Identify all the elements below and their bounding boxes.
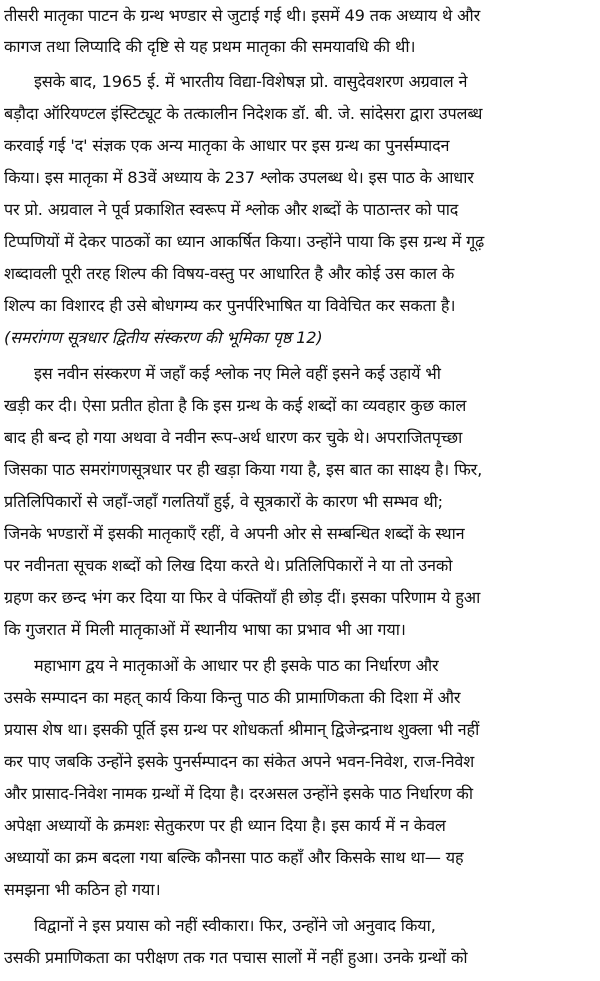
text-line: तीसरी मातृका पाटन के ग्रन्थ भण्डार से जुटाई गई थी। इसमें 49 तक अध्याय थे और	[4, 6, 481, 25]
text-line: उसकी प्रमाणिकता का परीक्षण तक गत पचास सालों में नहीं हुआ। उनके ग्रन्थों को	[4, 948, 468, 967]
text-line: जिनके भण्डारों में इसकी मातृकाएँ रहीं, वे अपनी ओर से सम्बन्धित शब्दों के स्थान	[4, 524, 465, 543]
text-line: शब्दावली पूरी तरह शिल्प की विषय-वस्तु पर आधारित है और कोई उस काल के	[4, 264, 455, 283]
text-line: करवाई गई 'द' संज्ञक एक अन्य मातृका के आधार पर इस ग्रन्थ का पुनर्सम्पादन	[4, 136, 450, 155]
paragraph-first-line: इसके बाद, 1965 ई. में भारतीय विद्या-विशेषज्ञ प्रो. वासुदेवशरण अग्रवाल ने	[34, 72, 468, 91]
text-line: और प्रासाद-निवेश नामक ग्रन्थों में दिया है। दरअसल उन्होंने इसके पाठ निर्धारण की	[4, 784, 473, 803]
text-line: अपेक्षा अध्यायों के क्रमशः सेतुकरण पर ही ध्यान दिया है। इस कार्य में न केवल	[4, 816, 446, 835]
text-line: प्रतिलिपिकारों से जहाँ-जहाँ गलतियाँ हुई, वे सूत्रकारों के कारण भी सम्भव थी;	[4, 492, 443, 511]
text-line: कर पाए जबकि उन्होंने इसके पुनर्सम्पादन का संकेत अपने भवन-निवेश, राज-निवेश	[4, 752, 475, 771]
citation-line: (समरांगण सूत्रधार द्वितीय संस्करण की भूमिका पृष्ठ 12)	[4, 328, 323, 347]
paragraph-first-line: इस नवीन संस्करण में जहाँ कई श्लोक नए मिले वहीं इसने कई उहायें भी	[34, 364, 441, 383]
text-line: बाद ही बन्द हो गया अथवा वे नवीन रूप-अर्थ धारण कर चुके थे। अपराजितपृच्छा	[4, 428, 463, 447]
text-line: पर नवीनता सूचक शब्दों को लिख दिया करते थे। प्रतिलिपिकारों ने या तो उनको	[4, 556, 453, 575]
text-line: ग्रहण कर छन्द भंग कर दिया या फिर वे पंक्तियाँ ही छोड़ दीं। इसका परिणाम ये हुआ	[4, 588, 481, 607]
text-line: उसके सम्पादन का महत् कार्य किया किन्तु पाठ की प्रामाणिकता की दिशा में और	[4, 688, 461, 707]
paragraph-first-line: महाभाग द्वय ने मातृकाओं के आधार पर ही इसके पाठ का निर्धारण और	[34, 656, 439, 675]
text-line: टिप्पणियों में देकर पाठकों का ध्यान आकर्षित किया। उन्होंने पाया कि इस ग्रन्थ में गूढ़	[4, 232, 485, 251]
text-line: बड़ौदा ऑरियण्टल इंस्टिट्यूट के तत्कालीन निदेशक डॉ. बी. जे. सांदेसरा द्वारा उपलब्ध	[4, 104, 483, 123]
text-line: खड़ी कर दी। ऐसा प्रतीत होता है कि इस ग्रन्थ के कई शब्दों का व्यवहार कुछ काल	[4, 396, 467, 415]
text-line: अध्यायों का क्रम बदला गया बल्कि कौनसा पाठ कहाँ और किसके साथ था— यह	[4, 848, 464, 867]
text-line: कागज तथा लिप्यादि की दृष्टि से यह प्रथम मातृका की समयावधि की थी।	[4, 37, 416, 56]
paragraph-first-line: विद्वानों ने इस प्रयास को नहीं स्वीकारा। फिर, उन्होंने जो अनुवाद किया,	[34, 916, 436, 935]
text-line: पर प्रो. अग्रवाल ने पूर्व प्रकाशित स्वरूप में श्लोक और शब्दों के पाठान्तर को पाद	[4, 200, 459, 219]
text-line: जिसका पाठ समरांगणसूत्रधार पर ही खड़ा किया गया है, इस बात का साक्ष्य है। फिर,	[4, 460, 483, 479]
text-line: प्रयास शेष था। इसकी पूर्ति इस ग्रन्थ पर शोधकर्ता श्रीमान् द्विजेन्द्रनाथ शुक्ला भी नहीं	[4, 720, 480, 739]
text-line: शिल्प का विशारद ही उसे बोधगम्य कर पुनर्परिभाषित या विवेचित कर सकता है।	[4, 296, 456, 315]
text-line: कि गुजरात में मिली मातृकाओं में स्थानीय भाषा का प्रभाव भी आ गया।	[4, 620, 406, 639]
text-line: समझना भी कठिन हो गया।	[4, 880, 161, 899]
text-line: किया। इस मातृका में 83वें अध्याय के 237 श्लोक उपलब्ध थे। इस पाठ के आधार	[4, 168, 474, 187]
